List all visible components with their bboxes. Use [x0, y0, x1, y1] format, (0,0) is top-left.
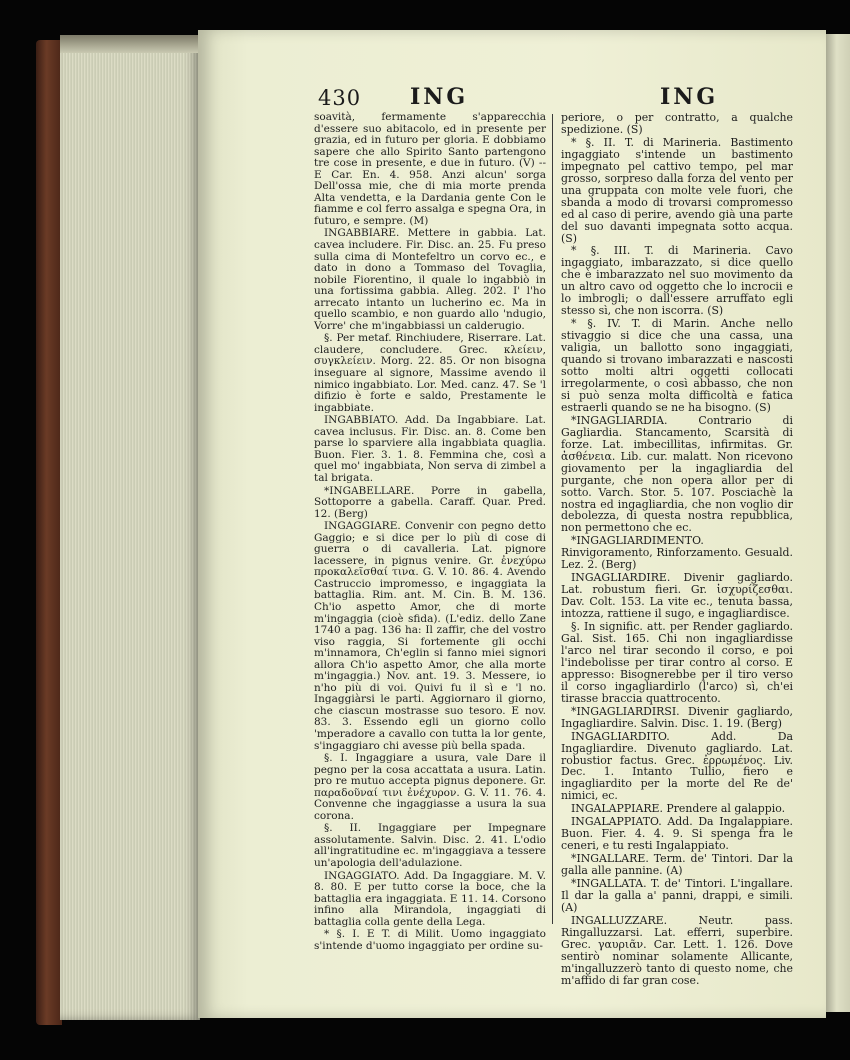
entry-paragraph: INGALAPPIATO. Add. Da Ingalappiare. Buon. Fier. 4. 4. 9. Si spenga fra le ceneri, e tu resti Ingalappiato. — [561, 815, 793, 853]
entry-paragraph: INGAGGIATO. Add. Da Ingaggiare. M. V. 8. 80. E per tutto corse la boce, che la battaglia era ingaggiata. E 11. 14. Corsono infino alla Mirandola, ingaggiati di battaglia colla gente della Lega. — [314, 869, 546, 928]
page-block-edges — [60, 35, 200, 1020]
entry-paragraph: §. Per metaf. Rinchiudere, Riserrare. Lat. claudere, concludere. Grec. κλείειν, συγκλείειν. Morg. 22. 85. Or non bisogna inseguare al signore, Massime avendo il nimico ingabbiato. Lor. Med. canz. 47. Se 'l difizio è forte e saldo, Prestamente le ingabbiate. — [314, 332, 546, 414]
entry-paragraph: INGABBIATO. Add. Da Ingabbiare. Lat. cavea inclusus. Fir. Disc. an. 8. Come ben parse lo sparviere alla ingabbiata quaglia. Buon. Fier. 3. 1. 8. Femmina che, così a quel mo' ingabbiata, Non serva di zimbel a tal brigata. — [314, 414, 546, 484]
entry-paragraph: §. In signific. att. per Render gagliardo. Gal. Sist. 165. Chi non ingagliardisse l'arco nel tirar secondo il corso, e poi l'indebolisse per tirar contro al corso. E appresso: Bisognerebbe per il tiro verso il corso ingagliardirlo (l'arco) sì, ch'ei tirasse braccia quattrocento. — [561, 620, 793, 705]
entry-paragraph: INGAGLIARDIRE. Divenir gagliardo. Lat. robustum fieri. Gr. ἰσχυρίζεσθαι. Dav. Colt. 153. La vite ec., tenuta bassa, intozza, rattiene il sugo, e ingagliardisce. — [561, 571, 793, 621]
left-column — [314, 112, 546, 953]
entry-paragraph: soavità, fermamente s'apparecchia d'essere suo abitacolo, ed in presente per grazia, ed in futuro per gloria. E dobbiamo sapere che allo Spirito Santo partengono tre cose in presente, e due in futuro. (V) -- E Car. En. 4. 958. Anzi alcun' sorga Dell'ossa mie, che di mia morte prenda Alta vendetta, e la Dardania gente Con le fiamme e col ferro assalga e spegna Ora, in futuro, e sempre. (M) — [314, 111, 546, 227]
entry-paragraph: * §. III. T. di Marineria. Cavo ingaggiato, imbarazzato, si dice quello che è imbarazzato nel suo movimento da un altro cavo od oggetto che lo incrocii e lo imbrogli; o dall'essere arruffato egli stesso sì, che non iscorra. (S) — [561, 244, 793, 318]
entry-paragraph: §. I. Ingaggiare a usura, vale Dare il pegno per la cosa accattata a usura. Latin. pro re mutuo accepta pignus deponere. Gr. παραδοῦναί τινι ἐνέχυρον. G. V. 11. 76. 4. Convenne che ingaggiasse a usura la sua corona. — [314, 752, 546, 822]
facing-page-edge — [823, 34, 850, 1012]
entry-paragraph: *INGAGLIARDIRSI. Divenir gagliardo, Ingagliardire. Salvin. Disc. 1. 19. (Berg) — [561, 704, 793, 730]
column-divider — [552, 114, 553, 924]
entry-paragraph: * §. I. E T. di Milit. Uomo ingaggiato s'intende d'uomo ingaggiato per ordine su- — [314, 928, 546, 952]
right-column — [561, 112, 793, 988]
entry-paragraph: *INGALLARE. Term. de' Tintori. Dar la galla alle pannine. (A) — [561, 852, 793, 878]
entry-paragraph: *INGAGLIARDIA. Contrario di Gagliardia. Stancamento, Scarsità di forze. Lat. imbecillitas, infirmitas. Gr. ἀσθένεια. Lib. cur. malatt. Non ricevono giovamento per la ingagliardia del purgante, che non opera allor per di sotto. Varch. Stor. 5. 107. Posciachè la nostra ed ingagliardia, che non voglio dir debolezza, di questa nostra repubblica, non permettono che ec. — [561, 413, 793, 535]
entry-paragraph: INGALAPPIARE. Prendere al galappio. — [571, 802, 786, 816]
entry-paragraph: *INGABELLARE. Porre in gabella, Sottoporre a gabella. Caraff. Quar. Pred. 12. (Berg) — [314, 484, 546, 520]
entry-paragraph: * §. II. T. di Marineria. Bastimento ingaggiato s'intende un bastimento impegnato pel cattivo tempo, pel mar grosso, sorpreso dalla forza del vento per una gruppata con molte vele fuori, che sbanda a modo di trovarsi compromesso ed al caso di perire, avendo già una parte del suo davanti impegnata sotto acqua. (S) — [561, 135, 793, 245]
entry-paragraph: * §. IV. T. di Marin. Anche nello stivaggio si dice che una cassa, una valigia, un ballotto sono ingaggiati, quando si trovano imbarazzati e nascosti sotto molti altri oggetti collocati irregolarmente, o così abbasso, che non si può senza molta difficoltà e fatica estraerli quando se ne ha bisogno. (S) — [561, 317, 793, 414]
entry-paragraph: §. II. Ingaggiare per Impegnare assolutamente. Salvin. Disc. 2. 41. L'odio all'ingratitudine ec. m'ingaggiava a tessere un'apologia dell'adulazione. — [314, 822, 546, 869]
entry-paragraph: INGAGLIARDITO. Add. Da Ingagliardire. Divenuto gagliardo. Lat. robustior factus. Grec. ἐρρωμένος. Liv. Dec. 1. Intanto Tullio, fiero e ingagliardito per la morte del Re de' nimici, ec. — [561, 729, 793, 803]
entry-paragraph: INGAGGIARE. Convenir con pegno detto Gaggio; e si dice per lo più di cose di guerra o di cavalleria. Lat. pignore lacessere, in pignus venire. Gr. ἐνεχύρω προκαλεῖσθαί τινα. G. V. 10. 86. 4. Avendo Castruccio impromesso, e ingaggiata la battaglia. Rim. ant. M. Cin. B. M. 136. Ch'io aspetto Amor, che di morte m'ingaggia (cioè sfida). (L'ediz. dello Zane 1740 a pag. 136 ha: Il zaffir, che del vostro viso raggia, Si fortemente gli occhi m'innamora, Ch'eglin si fanno miei signori allora Ch'io aspetto Amor, che alla morte m'ingaggia.) Nov. ant. 19. 3. Messere, io n'ho più di voi. Quivi fu il sì e 'l no. Ingaggiàrsi le parti. Aggiornaro il giorno, che ciascun mostrasse suo tesoro. E nov. 83. 3. Essendo egli un giorno collo 'mperadore a cavallo con tutta la lor gente, s'ingaggiaro chi avesse più bella spada. — [314, 520, 546, 752]
page-number: 430 — [318, 86, 362, 110]
entry-paragraph: INGABBIARE. Mettere in gabbia. Lat. cavea includere. Fir. Disc. an. 25. Fu preso sulla cima di Montefeltro un corvo ec., e dato in dono a Tommaso del Tovaglia, nobile Fiorentino, il quale lo ingabbiò in una fortissima gabbia. Alleg. 202. I' l'ho arrecato intanto un lucherino ec. Ma in quello scambio, e non guardo allo 'ndugio, Vorre' che m'ingabbiassi un calderugio. — [314, 227, 546, 332]
running-head-left: ING — [410, 84, 469, 110]
running-head-right: ING — [660, 84, 719, 110]
page-block-top — [60, 35, 200, 53]
entry-paragraph: *INGAGLIARDIMENTO. Rinvigoramento, Rinforzamento. Gesuald. Lez. 2. (Berg) — [561, 534, 793, 572]
entry-paragraph: periore, o per contratto, a qualche spedizione. (S) — [561, 111, 793, 136]
book-cover-spine — [36, 40, 62, 1025]
entry-paragraph: INGALLUZZARE. Neutr. pass. Ringalluzzarsi. Lat. efferri, superbire. Grec. γαυριᾶν. Car. Lett. 1. 126. Dove sentirò nominar solamente Allicante, m'ingalluzzerò tanto di questo nome, che m'affido di far gran cose. — [561, 913, 793, 987]
entry-paragraph: *INGALLATA. T. de' Tintori. L'ingallare. Il dar la galla a' panni, drappi, e simili. (A) — [561, 877, 793, 914]
